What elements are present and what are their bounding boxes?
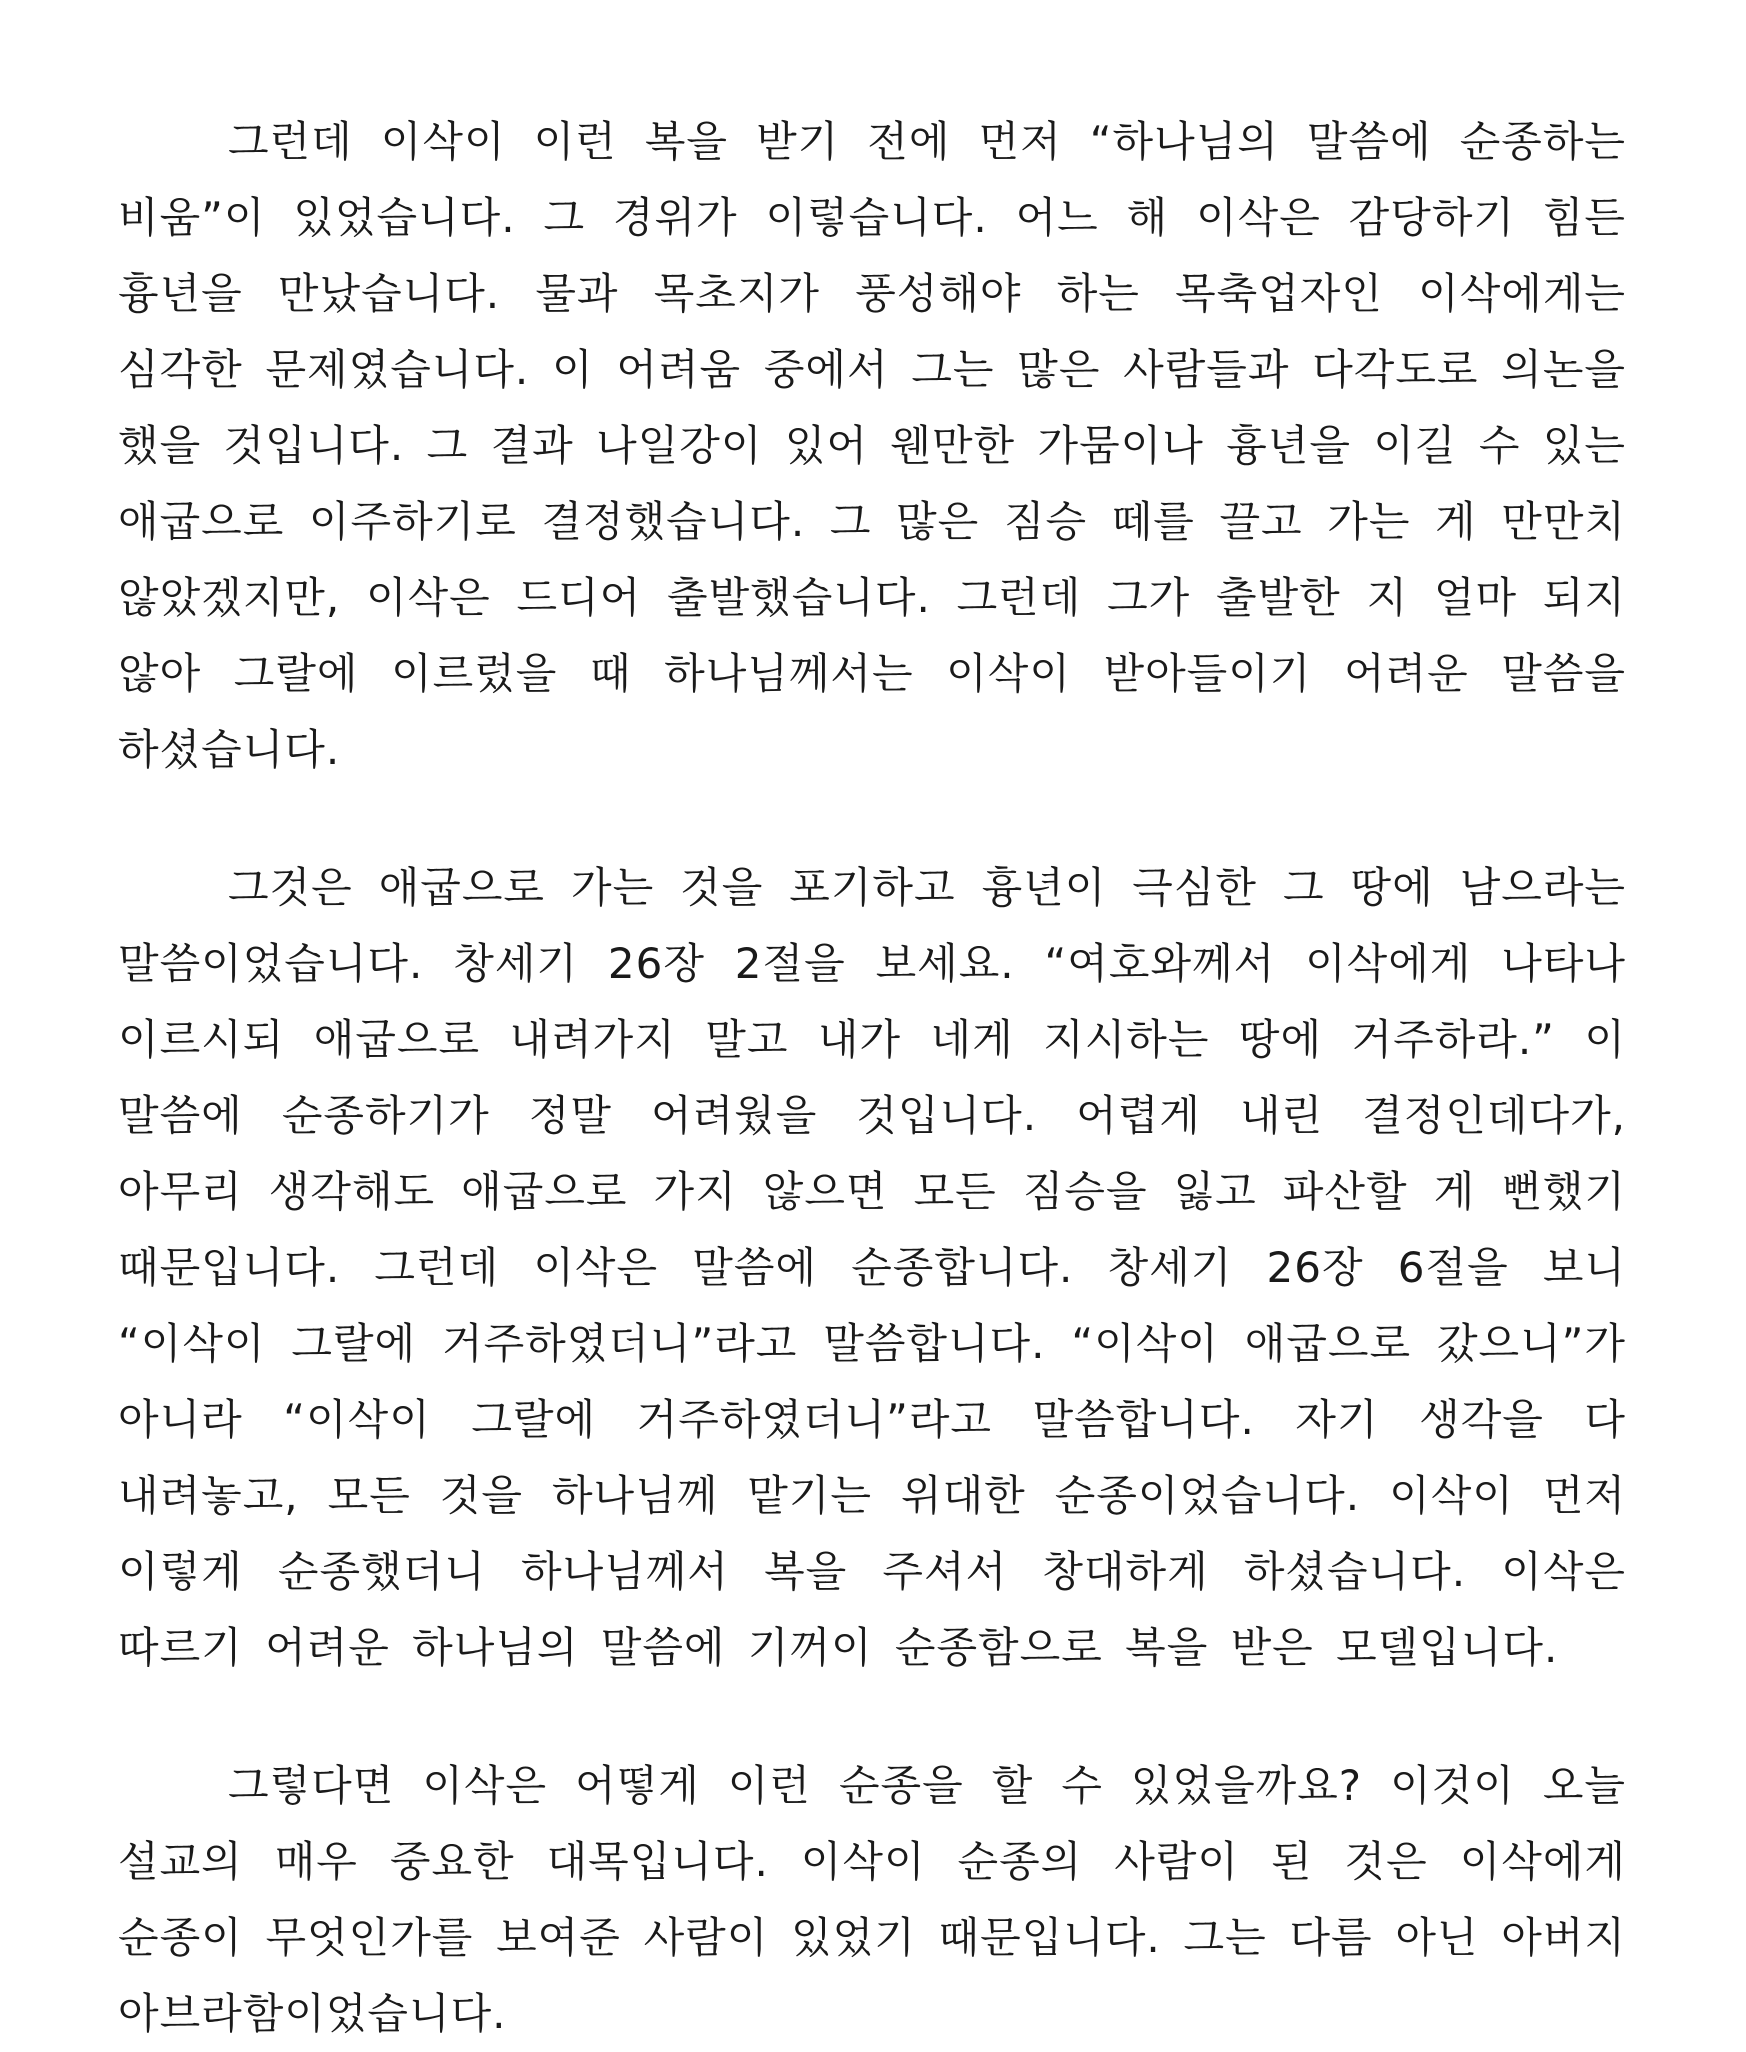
document-body <box>118 104 1626 2052</box>
paragraph-3: 그렇다면 이삭은 어떻게 이런 순종을 할 수 있었을까요? 이것이 오늘 설교의 매우 중요한 대목입니다. 이삭이 순종의 사람이 된 것은 이삭에게 순종이 무엇인가를 보여준 사람이 있었기 때문입니다. 그는 다름 아닌 아버지 아브라함이었습니다. <box>118 1761 1626 2038</box>
paragraph-2: 그것은 애굽으로 가는 것을 포기하고 흉년이 극심한 그 땅에 남으라는 말씀이었습니다. 창세기 26장 2절을 보세요. “여호와께서 이삭에게 나타나 이르시되 애굽으로 내려가지 말고 내가 네게 지시하는 땅에 거주하라.” 이 말씀에 순종하기가 정말 어려웠을 것입니다. 어렵게 내린 결정인데다가, 아무리 생각해도 애굽으로 가지 않으면 모든 짐승을 잃고 파산할 게 뻔했기 때문입니다. 그런데 이삭은 말씀에 순종합니다. 창세기 26장 6절을 보니 “이삭이 그랄에 거주하였더니”라고 말씀합니다. “이삭이 애굽으로 갔으니”가 아니라 “이삭이 그랄에 거주하였더니”라고 말씀합니다. 자기 생각을 다 내려놓고, 모든 것을 하나님께 맡기는 위대한 순종이었습니다. 이삭이 먼저 이렇게 순종했더니 하나님께서 복을 주셔서 창대하게 하셨습니다. 이삭은 따르기 어려운 하나님의 말씀에 기꺼이 순종함으로 복을 받은 모델입니다. <box>118 863 1626 1672</box>
paragraph-1: 그런데 이삭이 이런 복을 받기 전에 먼저 “하나님의 말씀에 순종하는 비움”이 있었습니다. 그 경위가 이렇습니다. 어느 해 이삭은 감당하기 힘든 흉년을 만났습니다. 물과 목초지가 풍성해야 하는 목축업자인 이삭에게는 심각한 문제였습니다. 이 어려움 중에서 그는 많은 사람들과 다각도로 의논을 했을 것입니다. 그 결과 나일강이 있어 웬만한 가뭄이나 흉년을 이길 수 있는 애굽으로 이주하기로 결정했습니다. 그 많은 짐승 떼를 끌고 가는 게 만만치 않았겠지만, 이삭은 드디어 출발했습니다. 그런데 그가 출발한 지 얼마 되지 않아 그랄에 이르렀을 때 하나님께서는 이삭이 받아들이기 어려운 말씀을 하셨습니다. <box>118 117 1626 774</box>
